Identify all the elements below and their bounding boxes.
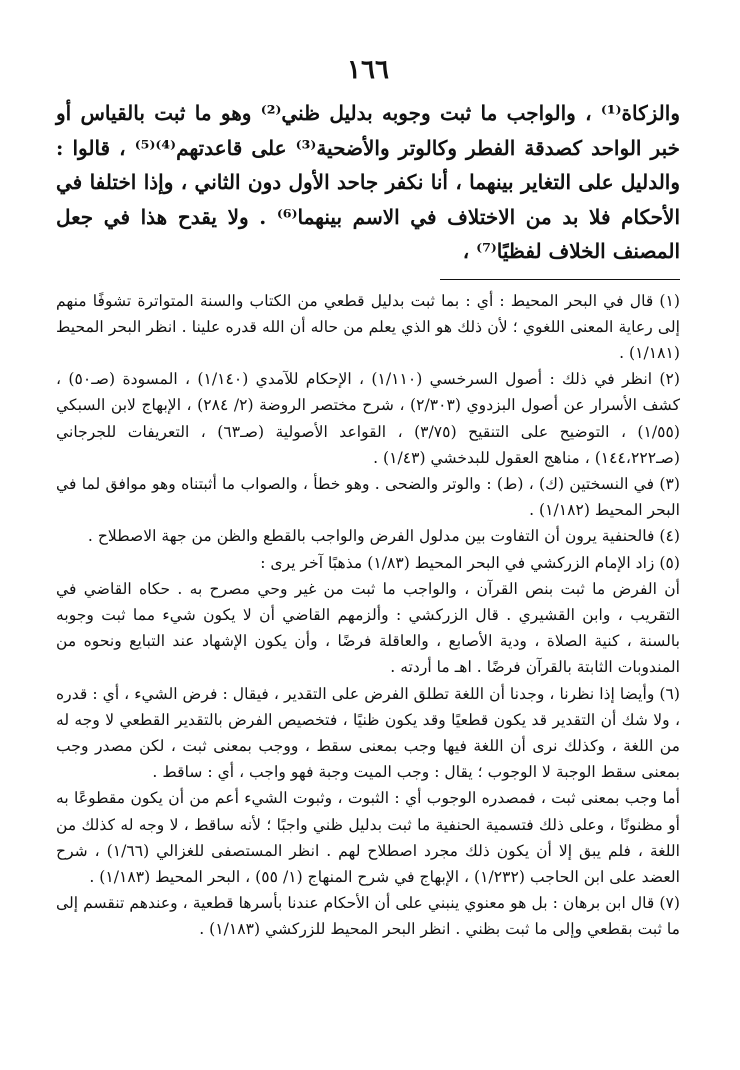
footnote: [56, 288, 680, 367]
footnote: [56, 366, 680, 471]
footnotes: [56, 288, 680, 943]
page-number: ١٦٦: [347, 55, 389, 85]
footnote: [56, 471, 680, 523]
footnote: [56, 523, 680, 549]
footnote-number: (٥): [659, 553, 680, 572]
footnote-number: (٧): [659, 894, 680, 913]
footnote-text: فالحنفية يرون أن التفاوت بين مدلول الفرض والواجب بالقطع والظن من جهة الاصطلاح .: [87, 527, 655, 546]
main-text: والزكاة⁽¹⁾ ، والواجب ما ثبت وجوبه بدليل ظني⁽²⁾ وهو ما ثبت بالقياس أو خبر الواحد كصدقة الفطر وكالوتر والأضحية⁽³⁾ على قاعدتهم⁽⁴⁾⁽⁵⁾ ، قالوا : والدليل على التغاير بينهما ، أنا نكفر جاحد الأول دون الثاني ، وإذا اختلفا في الأحكام فلا بد من الاختلاف في الاسم بينهما⁽⁶⁾ . ولا يقدح هذا في جعل المصنف الخلاف لفظيًا⁽⁷⁾ ،: [56, 101, 681, 263]
footnote: [56, 681, 680, 891]
footnote-number: (١): [659, 291, 680, 310]
footnote: [56, 550, 680, 681]
footnote-text: زاد الإمام الزركشي في البحر المحيط (١/٨٣) مذهبًا آخر يرى :: [260, 553, 655, 572]
footnote-text: أما وجب بمعنى ثبت ، فمصدره الوجوب أي : الثبوت ، وثبوت الشيء أعم من أن يكون مقطوعًا به أو مظنونًا ، وعلى ذلك فتسمية الحنفية ما ثبت بدليل ظني واجبًا ؛ لأنه ساقط ، لا وجه له كذلك من اللغة ، فلم يبق إلا أن يكون ذلك مجرد اصطلاح لهم . انظر المستصفى للغزالي (١/٦٦) ، شرح العضد على ابن الحاجب (١/٢٣٢) ، الإبهاج في شرح المنهاج (١/ ٥٥) ، البحر المحيط (١/١٨٣) .: [56, 789, 680, 886]
footnote-number: (٤): [659, 527, 680, 546]
footnote-text: في النسختين (ك) ، (ط) : والوتر والضحى . وهو خطأ ، والصواب ما أثبتناه وهو موافق لما في البحر المحيط (١/١٨٢) .: [56, 474, 680, 520]
footnote-number: (٢): [659, 370, 680, 389]
footnote-text: وأيضا إذا نظرنا ، وجدنا أن اللغة تطلق الفرض على التقدير ، فيقال : فرض الشيء ، أي : قدره ، ولا شك أن التقدير قد يكون قطعيًا وقد يكون ظنيًا ، فتخصيص الفرض بالتقدير القطعي لا وجه له من اللغة ، وكذلك نرى أن اللغة فيها وجب بمعنى سقط ، ووجب بمعنى ثبت ، لكن مصدر وجب بمعنى سقط الوجبة لا الوجوب ؛ يقال : وجب الميت وجبة فهو واجب ، أي : ساقط .: [56, 684, 680, 782]
footnote: [56, 890, 680, 942]
footnote-text: انظر في ذلك : أصول السرخسي (١/١١٠) ، الإحكام للآمدي (١/١٤٠) ، المسودة (صـ٥٠) ، كشف الأسرار عن أصول البزدوي (٢/٣٠٣) ، شرح مختصر الروضة (٢/ ٢٨٤) ، الإبهاج لابن السبكي (١/٥٥) ، التوضيح على التنقيح (٣/٧٥) ، القواعد الأصولية (صـ٦٣) ، التعريفات للجرجاني (صـ١٤٤،٢٢٢) ، مناهج العقول للبدخشي (١/٤٣) .: [56, 370, 681, 467]
footnote-number: (٦): [659, 684, 680, 703]
footnote-text: أن الفرض ما ثبت بنص القرآن ، والواجب ما ثبت من غير وحي مصرح به . حكاه القاضي في التقريب ، وابن القشيري . قال الزركشي : وألزمهم القاضي أن لا يكون شيء مما ثبت وجوبه بالسنة ، كنية الصلاة ، ودية الأصابع ، والعاقلة فرضًا ، وأن يكون الإشهاد عند التبايع ونحوه من المندوبات الثابتة بالقرآن فرضًا . اهـ ما أردته .: [56, 579, 680, 677]
footnote-text: قال في البحر المحيط : أي : بما ثبت بدليل قطعي من الكتاب والسنة المتواترة تشوفًا منهم إلى رعاية المعنى اللغوي ؛ لأن ذلك هو الذي يعلم من حاله أن الله قدره علينا . انظر البحر المحيط (١/١٨١) .: [56, 291, 680, 362]
footnote-text: قال ابن برهان : بل هو معنوي ينبني على أن الأحكام عندنا بأسرها قطعية ، وعندهم تنقسم إلى ما ثبت بقطعي وإلى ما ثبت بظني . انظر البحر المحيط للزركشي (١/١٨٣) .: [56, 894, 680, 939]
footnote-number: (٣): [659, 474, 680, 493]
footnote-divider: [440, 279, 680, 280]
